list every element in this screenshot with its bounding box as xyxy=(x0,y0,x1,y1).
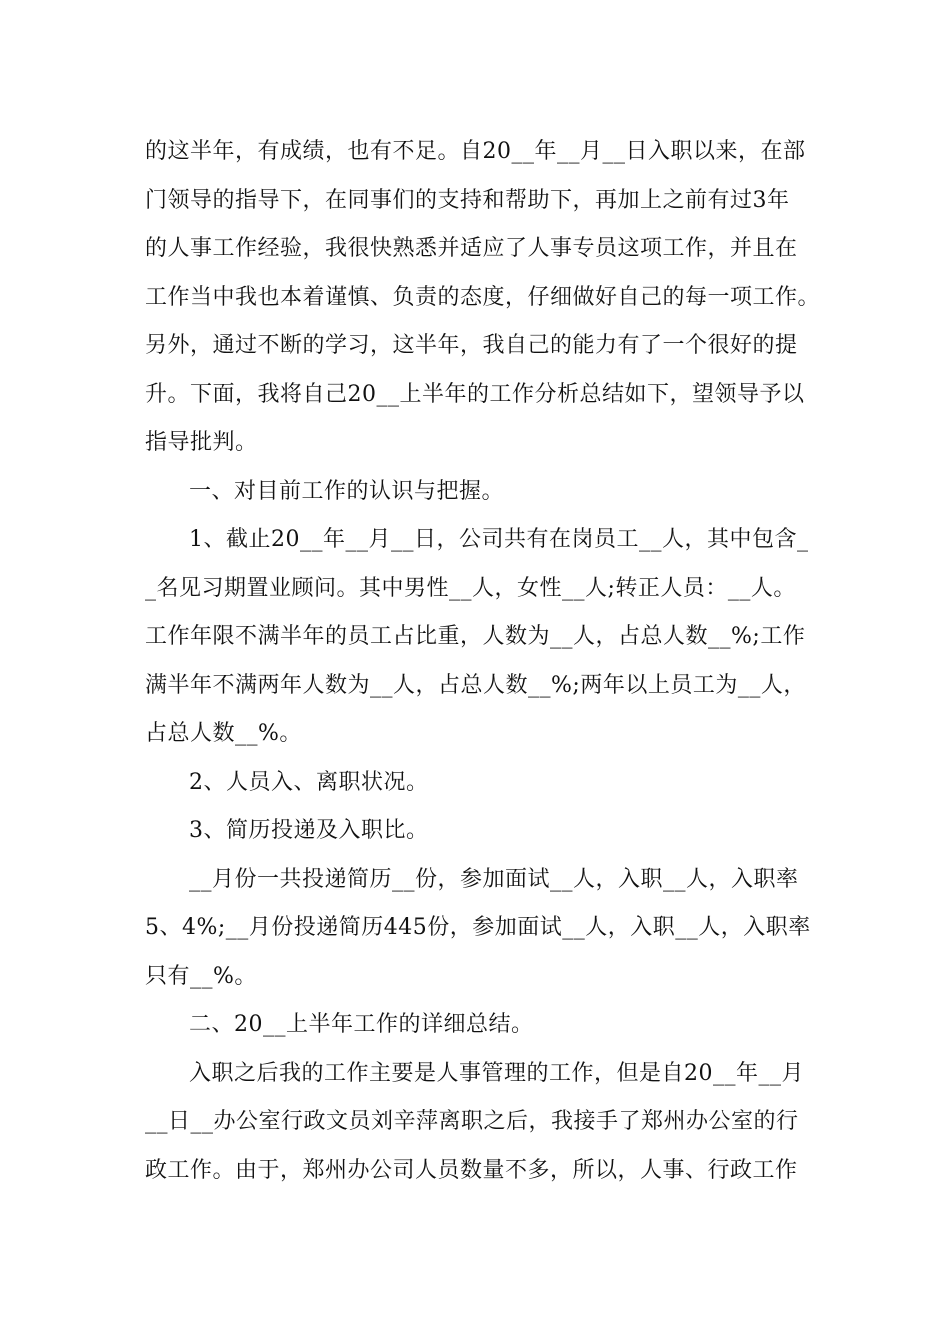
section-heading: 二、20__上半年工作的详细总结。 xyxy=(189,1012,534,1037)
paragraph-line: 指导批判。 xyxy=(145,430,258,455)
paragraph-line: _名见习期置业顾问。其中男性__人，女性__人;转正人员：__人。 xyxy=(145,575,796,601)
list-item: 2、人员入、离职状况。 xyxy=(189,769,429,795)
paragraph-line: 门领导的指导下，在同事们的支持和帮助下，再加上之前有过3年 xyxy=(145,187,790,213)
paragraph-line: 的人事工作经验，我很快熟悉并适应了人事专员这项工作，并且在 xyxy=(145,236,798,261)
paragraph-line: 政工作。由于，郑州办公司人员数量不多，所以，人事、行政工作 xyxy=(145,1157,798,1183)
paragraph-line: 入职之后我的工作主要是人事管理的工作，但是自20__年__月 xyxy=(189,1060,804,1086)
list-item: 3、简历投递及入职比。 xyxy=(189,818,429,843)
paragraph-line: 另外，通过不断的学习，这半年，我自己的能力有了一个很好的提 xyxy=(145,333,798,358)
document-body xyxy=(145,128,825,1195)
section-heading: 一、对目前工作的认识与把握。 xyxy=(189,478,505,504)
paragraph-line: 5、4%;__月份投递简历445份，参加面试__人，入职__人，入职率 xyxy=(145,915,811,940)
paragraph-line: 升。下面，我将自己20__上半年的工作分析总结如下，望领导予以 xyxy=(145,381,805,407)
paragraph-line: 只有__%。 xyxy=(145,963,257,989)
paragraph-line: 工作年限不满半年的员工占比重，人数为__人，占总人数__%;工作 xyxy=(145,624,806,649)
paragraph-line: 的这半年，有成绩，也有不足。自20__年__月__日入职以来，在部 xyxy=(145,139,806,164)
paragraph-line: 1、截止20__年__月__日，公司共有在岗员工__人，其中包含_ xyxy=(189,527,809,552)
paragraph-line: __月份一共投递简历__份，参加面试__人，入职__人，入职率 xyxy=(189,866,799,892)
paragraph-line: 满半年不满两年人数为__人，占总人数__%;两年以上员工为__人， xyxy=(145,672,806,698)
paragraph-line: __日__办公室行政文员刘辛萍离职之后，我接手了郑州办公室的行 xyxy=(145,1109,799,1134)
paragraph-line: 工作当中我也本着谨慎、负责的态度，仔细做好自己的每一项工作。 xyxy=(145,284,821,310)
paragraph-line: 占总人数__%。 xyxy=(145,721,302,746)
